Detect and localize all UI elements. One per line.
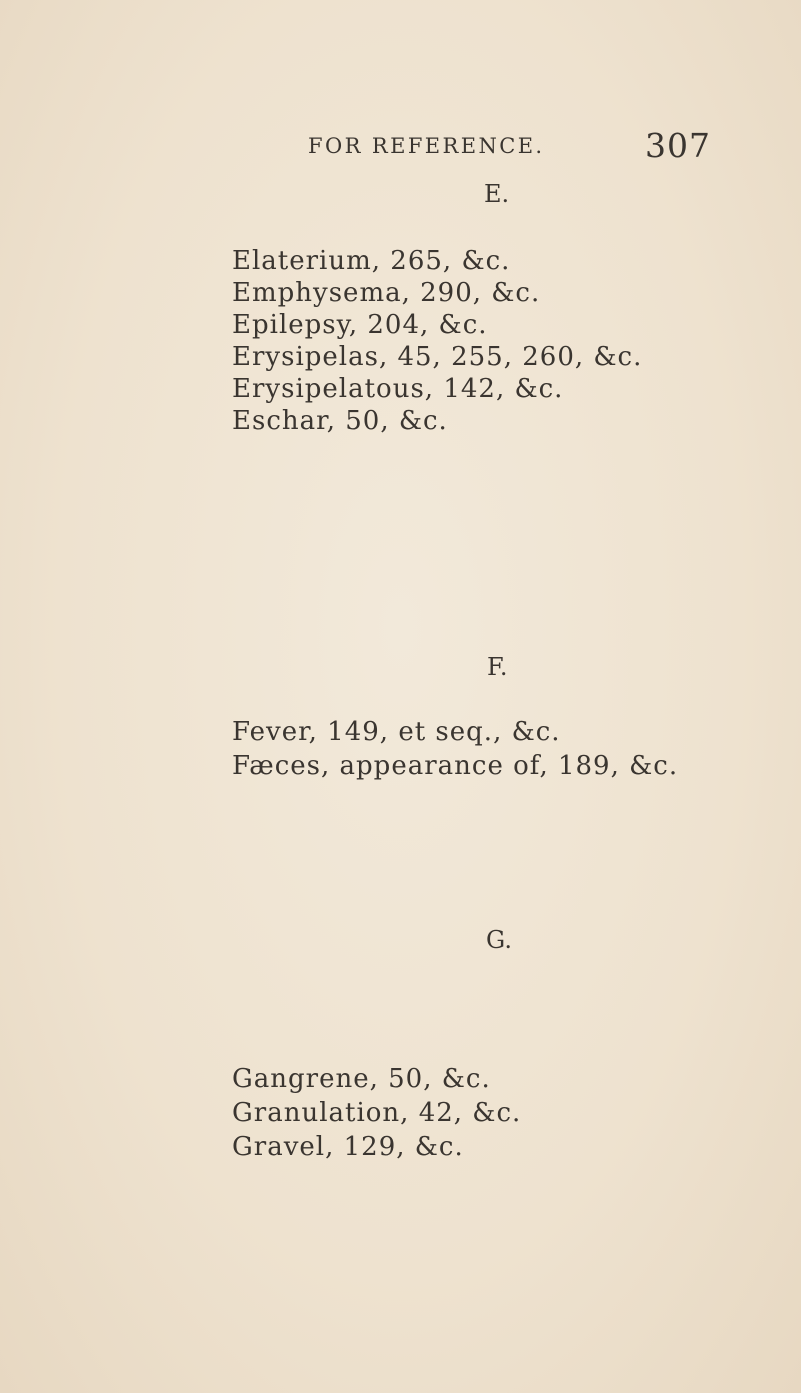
index-entry: Elaterium, 265, &c. (232, 246, 511, 276)
section-heading-f: F. (487, 653, 508, 681)
index-entry: Fever, 149, et seq., &c. (232, 717, 561, 747)
section-heading-g: G. (486, 926, 512, 954)
index-entry: Epilepsy, 204, &c. (232, 310, 488, 340)
running-head (0, 126, 801, 166)
index-entry: Emphysema, 290, &c. (232, 278, 541, 308)
index-entry: Fæces, appearance of, 189, &c. (232, 751, 679, 781)
index-entry: Granulation, 42, &c. (232, 1098, 522, 1128)
index-entry: Gravel, 129, &c. (232, 1132, 464, 1162)
running-title: FOR REFERENCE. (308, 134, 545, 158)
index-entry: Erysipelas, 45, 255, 260, &c. (232, 342, 643, 372)
index-entry: Gangrene, 50, &c. (232, 1064, 491, 1094)
page-number: 307 (645, 126, 711, 165)
index-entry: Eschar, 50, &c. (232, 406, 448, 436)
section-heading-e: E. (484, 180, 510, 208)
index-entry: Erysipelatous, 142, &c. (232, 374, 564, 404)
